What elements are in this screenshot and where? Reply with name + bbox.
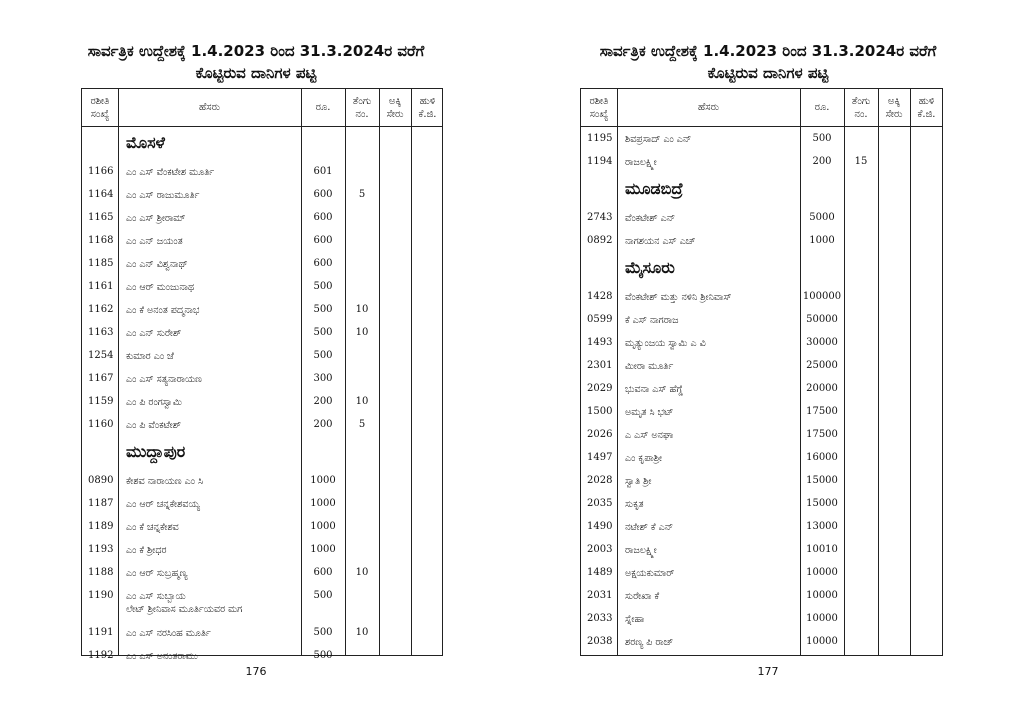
receipt-number: 2028: [587, 475, 613, 486]
coconut-count: 15: [854, 156, 868, 167]
table-row: [82, 160, 442, 183]
receipt-number: 1500: [587, 406, 613, 417]
amount: 100000: [802, 291, 842, 302]
donor-name: [126, 304, 199, 317]
coconut-count: 10: [355, 327, 369, 338]
donor-name-line: ಎಂ ಎನ್ ಸುರೇಶ್: [126, 328, 182, 339]
receipt-number: 1160: [88, 419, 114, 430]
amount: 10010: [806, 544, 838, 555]
header-coconut: ತೆಂಗು ನಂ.: [352, 95, 372, 120]
donor-name: [625, 291, 732, 304]
receipt-number: 1167: [88, 373, 114, 384]
header-name: ಹೆಸರು: [198, 102, 221, 113]
donor-name-line: ಎಂ ಕೆ ಚನ್ನಕೇಶವ: [126, 522, 179, 533]
page-title: [512, 40, 1024, 84]
donor-name: [625, 636, 673, 649]
receipt-number: 1162: [88, 304, 114, 315]
donor-name: [126, 373, 202, 386]
header-amount: ರೂ.: [814, 102, 830, 113]
title-line-1: ಸಾರ್ವತ್ರಿಕ ಉದ್ದೇಶಕ್ಕೆ 1.4.2023 ರಿಂದ 31.3.2024ರ ವರೆಗೆ: [599, 42, 937, 60]
amount: 600: [313, 212, 333, 223]
receipt-number: 1189: [88, 521, 114, 532]
receipt-number: 2026: [587, 429, 613, 440]
receipt-number: 1490: [587, 521, 613, 532]
receipt-number: 2031: [587, 590, 613, 601]
donor-name-line: ರಾಜಲಕ್ಷ್ಮೀ: [625, 545, 657, 556]
coconut-count: 10: [355, 627, 369, 638]
receipt-number: 1191: [88, 627, 114, 638]
donor-name: [126, 627, 211, 640]
receipt-number: 2301: [587, 360, 613, 371]
receipt-number: 2743: [587, 212, 613, 223]
donor-name-line: ಶರಣ್ಯ ಪಿ ರಾಜ್: [625, 637, 674, 648]
table-row: [581, 538, 942, 561]
receipt-number: 1190: [88, 590, 114, 601]
page-number: 177: [757, 665, 779, 678]
donor-name-line: ಎಂ ಕೆ ಅನಂತ ಪದ್ಮನಾಭ: [126, 305, 200, 316]
donor-name-line: ಎಂ ಆರ್ ಚನ್ನಕೇಶವಯ್ಯ: [126, 499, 200, 510]
receipt-number: 1163: [88, 327, 114, 338]
amount: 17500: [806, 429, 838, 440]
section-heading-row: [581, 173, 942, 206]
receipt-number: 1428: [587, 291, 613, 302]
receipt-number: 1193: [88, 544, 114, 555]
page-number: 176: [245, 665, 267, 678]
donor-name-line: ಎಂ ಎಸ್ ನರಸಿಂಹ ಮೂರ್ತಿ: [126, 628, 211, 639]
table-row: [581, 377, 942, 400]
header-receipt-no: ರಶೀತಿ ಸಂಖ್ಯೆ: [589, 95, 609, 120]
table-row: [581, 607, 942, 630]
donor-name: [625, 156, 657, 169]
header-name: ಹೆಸರು: [697, 102, 720, 113]
donor-name: [126, 258, 188, 271]
table-row: [82, 621, 442, 644]
coconut-count: 10: [355, 396, 369, 407]
amount: 10000: [806, 590, 838, 601]
receipt-number: 2035: [587, 498, 613, 509]
donor-name-line: ನಾಗಶಯನ ಎಸ್ ಎಚ್: [625, 236, 696, 247]
amount: 15000: [806, 475, 838, 486]
donor-name: [126, 567, 188, 580]
table-row: [82, 469, 442, 492]
section-heading: ಮೊಸಳೆ: [126, 133, 165, 152]
table-row: [581, 492, 942, 515]
amount: 13000: [806, 521, 838, 532]
donor-name: [625, 235, 695, 248]
donor-name-line: ಎಂ ಕೆ ಶ್ರೀಧರ: [126, 545, 167, 556]
donor-name: [126, 475, 203, 488]
amount: 1000: [310, 475, 336, 486]
table-row: [82, 229, 442, 252]
section-heading: ಮೈಸೂರು: [625, 258, 675, 277]
right-page: [512, 0, 1024, 724]
amount: 50000: [806, 314, 838, 325]
amount: 500: [313, 327, 333, 338]
donor-table-left: [81, 88, 443, 662]
donor-name-line: ಎಂ ಎಸ್ ಅನಂತರಾಮು: [126, 651, 198, 662]
table-row: [82, 538, 442, 561]
donor-name-line: ಎಂ ಪಿ ವೆಂಕಟೇಶ್: [126, 420, 182, 431]
table-row: [581, 630, 942, 653]
donor-name: [126, 350, 174, 363]
amount: 500: [313, 650, 333, 661]
amount: 1000: [809, 235, 835, 246]
coconut-count: 10: [355, 304, 369, 315]
table-row: [581, 206, 942, 229]
donor-name-line: ರಾಜಲಕ್ಷ್ಮೀ: [625, 157, 657, 168]
donor-name: [625, 521, 673, 534]
donor-name: [625, 613, 644, 626]
amount: 1000: [310, 544, 336, 555]
donor-name: [625, 475, 652, 488]
amount: 300: [313, 373, 333, 384]
donor-name: [625, 383, 683, 396]
amount: 200: [313, 396, 333, 407]
donor-name: [625, 452, 662, 465]
table-row: [581, 127, 942, 150]
table-row: [581, 285, 942, 308]
amount: 10000: [806, 636, 838, 647]
receipt-number: 1188: [88, 567, 114, 578]
donor-name: [625, 406, 673, 419]
table-row: [82, 367, 442, 390]
header-amount: ರೂ.: [315, 102, 331, 113]
donor-name-line: ಶಿವಪ್ರಸಾದ್ ಎಂ ಎನ್: [625, 134, 692, 145]
title-line-2: ಕೊಟ್ಟಿರುವ ದಾನಿಗಳ ಪಟ್ಟಿ: [707, 64, 829, 82]
donor-name: [625, 567, 674, 580]
table-row: [581, 446, 942, 469]
donor-table-right: [580, 88, 943, 656]
receipt-number: 2038: [587, 636, 613, 647]
donor-name-line: ವೆಂಕಟೇಶ್ ಮತ್ತು ನಳಿನಿ ಶ್ರೀನಿವಾಸ್: [625, 292, 732, 303]
table-row: [82, 413, 442, 436]
page-title: [0, 40, 512, 84]
receipt-number: 1497: [587, 452, 613, 463]
amount: 600: [313, 235, 333, 246]
title-line-1: ಸಾರ್ವತ್ರಿಕ ಉದ್ದೇಶಕ್ಕೆ 1.4.2023 ರಿಂದ 31.3.2024ರ ವರೆಗೆ: [87, 42, 425, 60]
donor-name-line: ಎಂ ಎಸ್ ಸುಬ್ಬಾಯ: [126, 591, 186, 602]
section-heading-row: [581, 252, 942, 285]
header-rice: ಅಕ್ಕಿ ಸೇರು: [885, 95, 903, 120]
table-row: [581, 331, 942, 354]
table-row: [581, 229, 942, 252]
table-row: [581, 150, 942, 173]
donor-name: [625, 133, 691, 146]
table-row: [82, 252, 442, 275]
donor-name-line: ಎಂ ಎನ್ ಜಯಂತ: [126, 236, 183, 247]
amount: 10000: [806, 567, 838, 578]
table-row: [82, 561, 442, 584]
amount: 500: [313, 590, 333, 601]
donor-name: [126, 498, 200, 511]
amount: 25000: [806, 360, 838, 371]
donor-name: [625, 590, 659, 603]
receipt-number: 1194: [587, 156, 613, 167]
section-heading-row: [82, 127, 442, 160]
donor-name: [126, 281, 194, 294]
receipt-number: 1254: [88, 350, 114, 361]
amount: 200: [812, 156, 832, 167]
donor-name-line: ಎಂ ಎಸ್ ಶ್ರೀರಾಮ್: [126, 213, 186, 224]
amount: 10000: [806, 613, 838, 624]
table-row: [82, 344, 442, 367]
donor-name: [625, 429, 673, 442]
donor-name: [625, 544, 657, 557]
donor-name: [126, 327, 181, 340]
coconut-count: 5: [358, 189, 366, 200]
receipt-number: 0890: [88, 475, 114, 486]
donor-name-line: ಎಂ ಪಿ ರಂಗಸ್ವಾಮಿ: [126, 397, 182, 408]
amount: 500: [313, 350, 333, 361]
header-tamarind: ಹುಳಿ ಕೆ.ಜಿ.: [418, 95, 437, 120]
donor-name: [126, 212, 185, 225]
table-body: [581, 127, 942, 653]
donor-name-line: ಎಂ ಕೃಪಾಶ್ರೀ: [625, 453, 663, 464]
header-tamarind: ಹುಳಿ ಕೆ.ಜಿ.: [917, 95, 936, 120]
receipt-number: 1166: [88, 166, 114, 177]
donor-name: [625, 498, 644, 511]
donor-name: [126, 189, 199, 202]
receipt-number: 0599: [587, 314, 613, 325]
table-row: [82, 183, 442, 206]
section-heading-row: [82, 436, 442, 469]
coconut-count: 10: [355, 567, 369, 578]
amount: 15000: [806, 498, 838, 509]
header-receipt-no: ರಶೀತಿ ಸಂಖ್ಯೆ: [90, 95, 110, 120]
donor-name-line: ಎ ಎಸ್ ಅನಘಾ: [625, 430, 674, 441]
amount: 600: [313, 567, 333, 578]
donor-name-line: ಎಂ ಆರ್ ಸುಬ್ರಹ್ಮಣ್ಯ: [126, 568, 188, 579]
table-row: [581, 561, 942, 584]
table-row: [82, 275, 442, 298]
amount: 500: [313, 304, 333, 315]
donor-name-line: ಎಂ ಎಸ್ ವೆಂಕಟೇಶ ಮೂರ್ತಿ: [126, 167, 215, 178]
donor-name-line: ಸ್ನೇಹಾ: [625, 614, 645, 625]
donor-name-line: ಸುರೇಖಾ ಕೆ: [625, 591, 660, 602]
amount: 16000: [806, 452, 838, 463]
receipt-number: 1195: [587, 133, 613, 144]
amount: 20000: [806, 383, 838, 394]
amount: 600: [313, 258, 333, 269]
donor-name-line: ಸುಕೃತ: [625, 499, 644, 510]
donor-name-line: ಎಂ ಎನ್ ವಿಶ್ವನಾಥ್: [126, 259, 188, 270]
section-heading: ಮೂಡಬಿದ್ರೆ: [625, 179, 684, 198]
donor-name-line: ಎಂ ಎಸ್ ಸತ್ಯನಾರಾಯಣ: [126, 374, 202, 385]
donor-name-line: ಕುಮಾರ ಎಂ ಜೆ: [126, 351, 174, 362]
donor-name: [126, 544, 167, 557]
donor-name-line: ಎಂ ಎಸ್ ರಾಜುಮೂರ್ತಿ: [126, 190, 200, 201]
table-row: [581, 584, 942, 607]
amount: 1000: [310, 521, 336, 532]
donor-name: [126, 521, 179, 534]
donor-name: [126, 166, 214, 179]
coconut-count: 5: [358, 419, 366, 430]
donor-name: [126, 396, 182, 409]
table-row: [581, 354, 942, 377]
donor-name-line: ಮೀರಾ ಮೂರ್ತಿ: [625, 361, 674, 372]
donor-name-line: ಮೃತ್ಯುಂಜಯ ಸ್ವಾಮಿ ಎ ವಿ: [625, 338, 706, 349]
amount: 601: [313, 166, 333, 177]
receipt-number: 2003: [587, 544, 613, 555]
table-row: [82, 584, 442, 621]
donor-name-line: ಕೆ ಎಸ್ ನಾಗರಾಜ: [625, 315, 679, 326]
receipt-number: 1165: [88, 212, 114, 223]
donor-name: [126, 650, 198, 663]
title-line-2: ಕೊಟ್ಟಿರುವ ದಾನಿಗಳ ಪಟ್ಟಿ: [195, 64, 317, 82]
donor-name-line: ನಟೇಶ್ ಕೆ ಎನ್: [625, 522, 674, 533]
donor-name-line: ಅಮೃತ ಸಿ ಭಟ್: [625, 407, 674, 418]
receipt-number: 1168: [88, 235, 114, 246]
table-row: [581, 469, 942, 492]
donor-name: [126, 419, 181, 432]
donor-name-note: ಲೇಟ್ ಶ್ರೀನಿವಾಸ ಮೂರ್ತಿಯವರ ಮಗ: [126, 604, 243, 615]
donor-name-line: ವೆಂಕಟೇಶ್ ಎನ್: [625, 213, 676, 224]
table-row: [581, 308, 942, 331]
amount: 1000: [310, 498, 336, 509]
receipt-number: 1161: [88, 281, 114, 292]
donor-name: [625, 337, 706, 350]
header-coconut: ತೆಂಗು ನಂ.: [851, 95, 871, 120]
amount: 600: [313, 189, 333, 200]
donor-name-line: ಎಂ ಆರ್ ಮಂಜುನಾಥ: [126, 282, 195, 293]
table-row: [82, 644, 442, 667]
donor-name: [126, 590, 242, 616]
table-row: [581, 423, 942, 446]
table-row: [581, 400, 942, 423]
receipt-number: 2033: [587, 613, 613, 624]
amount: 5000: [809, 212, 835, 223]
donor-name: [625, 360, 673, 373]
amount: 17500: [806, 406, 838, 417]
table-row: [82, 390, 442, 413]
receipt-number: 1187: [88, 498, 114, 509]
amount: 500: [313, 281, 333, 292]
donor-name: [625, 212, 675, 225]
section-heading: ಮುದ್ದಾಪುರ: [126, 442, 186, 461]
amount: 30000: [806, 337, 838, 348]
table-row: [82, 298, 442, 321]
table-row: [581, 515, 942, 538]
receipt-number: 1192: [88, 650, 114, 661]
amount: 500: [812, 133, 832, 144]
table-row: [82, 492, 442, 515]
table-body: [82, 127, 442, 667]
donor-name-line: ಕೇಶವ ನಾರಾಯಣ ಎಂ ಸಿ: [126, 476, 204, 487]
receipt-number: 0892: [587, 235, 613, 246]
table-row: [82, 321, 442, 344]
receipt-number: 1185: [88, 258, 114, 269]
header-rice: ಅಕ್ಕಿ ಸೇರು: [386, 95, 404, 120]
receipt-number: 2029: [587, 383, 613, 394]
receipt-number: 1164: [88, 189, 114, 200]
donor-name-line: ಅಕ್ಷಯಕುಮಾರ್: [625, 568, 675, 579]
amount: 200: [313, 419, 333, 430]
receipt-number: 1159: [88, 396, 114, 407]
donor-name: [126, 235, 183, 248]
table-row: [82, 515, 442, 538]
table-row: [82, 206, 442, 229]
donor-name: [625, 314, 678, 327]
amount: 500: [313, 627, 333, 638]
receipt-number: 1489: [587, 567, 613, 578]
donor-name-line: ಭುವನಾ ಎಸ್ ಹೆಗ್ಡೆ: [625, 384, 684, 395]
donor-name-line: ಸ್ವಾತಿ ಶ್ರೀ: [625, 476, 652, 487]
receipt-number: 1493: [587, 337, 613, 348]
